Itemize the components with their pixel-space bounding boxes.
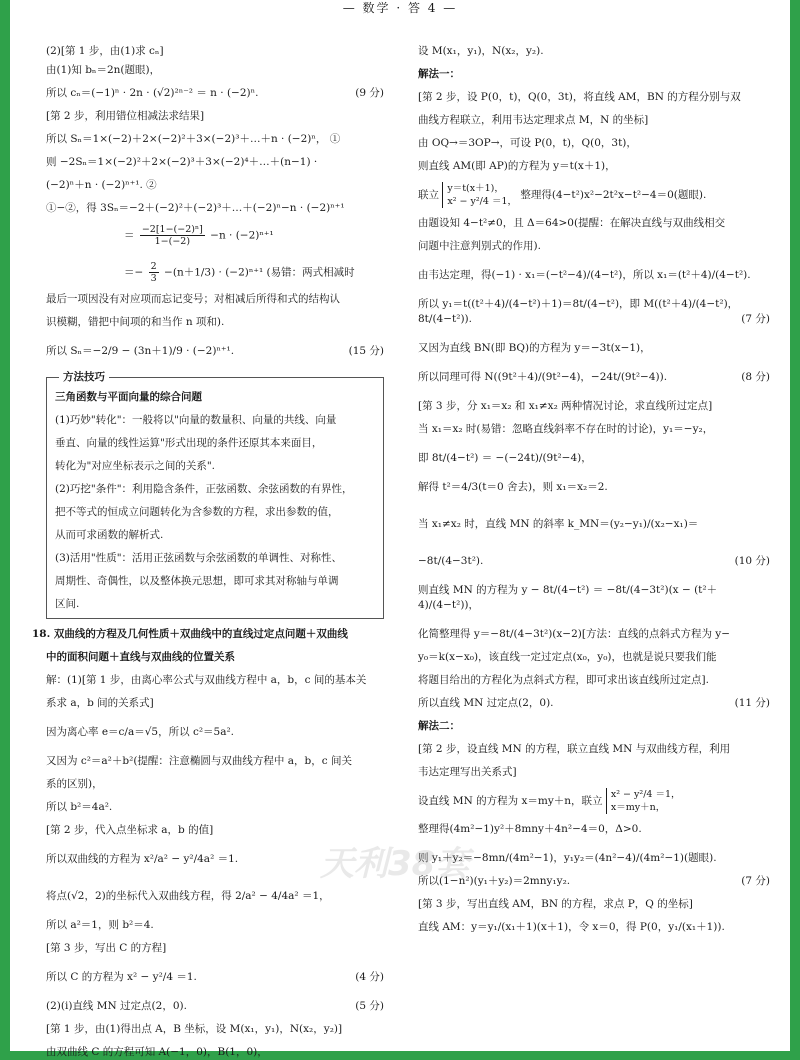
solution-line: 由 OQ→＝3OP→，可设 P(0，t)，Q(0，3t)， bbox=[418, 137, 637, 149]
solution-line: 当 x₁＝x₂ 时(易错：忽略直线斜率不存在时的讨论)，y₁＝−y₂， bbox=[418, 423, 714, 435]
step-label: [第 2 步，设 P(0，t)，Q(0，3t)，将直线 AM，BN 的方程分别与双 bbox=[418, 91, 741, 103]
method-label: 解法一： bbox=[418, 68, 460, 80]
method-tip-line: 区间. bbox=[55, 598, 80, 610]
step-label: [第 2 步，设直线 MN 的方程，联立直线 MN 与双曲线方程，利用 bbox=[418, 743, 731, 755]
step-label: [第 2 步，利用错位相减法求结果] bbox=[46, 110, 205, 122]
solution-line: 所以 cₙ＝(−1)ⁿ · 2n · (√2)²ⁿ⁻² ＝ n · (−2)ⁿ. (9 分) bbox=[46, 87, 384, 99]
solution-line: 联立 y＝t(x＋1)， x² − y²/4 ＝1， 整理得(4−t²)x²−2t²x−t²−4＝0(题眼). bbox=[418, 183, 707, 207]
solution-line: 则直线 MN 的方程为 y − 8t/(4−t²) ＝ −8t/(4−3t²)(x − (t²＋4)/(4−t²))， bbox=[418, 584, 718, 611]
score: (11 分) bbox=[734, 697, 770, 709]
solution-line: 将点(√2，2)的坐标代入双曲线方程，得 2/a² − 4/4a² ＝1， bbox=[46, 890, 330, 902]
solution-line: 则 y₁＋y₂＝−8mn/(4m²−1)，y₁y₂＝(4n²−4)/(4m²−1)(题眼). bbox=[418, 852, 717, 864]
solution-line: (−2)ⁿ＋n · (−2)ⁿ⁺¹. ② bbox=[46, 179, 157, 191]
solution-line: 当 x₁≠x₂ 时，直线 MN 的斜率 k_MN＝(y₂−y₁)/(x₂−x₁)＝ bbox=[418, 518, 699, 530]
method-tip-line: 把不等式的恒成立问题转化为含参数的方程，求出参数的值， bbox=[55, 506, 339, 518]
solution-line: 所以 Sₙ＝1×(−2)＋2×(−2)²＋3×(−2)³＋…＋n · (−2)ⁿ， ① bbox=[46, 133, 341, 145]
solution-line: 最后一项因没有对应项而忘记变号；对相减后所得和式的结构认 bbox=[46, 293, 340, 305]
solution-line: 设 M(x₁，y₁)，N(x₂，y₂). bbox=[418, 45, 544, 57]
solution-line: 所以(1−n²)(y₁＋y₂)＝2mny₁y₂. (7 分) bbox=[418, 875, 770, 887]
solution-line: (2)(ⅰ)直线 MN 过定点(2，0). (5 分) bbox=[46, 1000, 384, 1012]
solution-line: 所以 C 的方程为 x² − y²/4 ＝1. (4 分) bbox=[46, 971, 384, 983]
solution-line: 由双曲线 C 的方程可知 A(−1，0)，B(1，0)， bbox=[46, 1046, 268, 1058]
solution-line: 整理得(4m²−1)y²＋8mny＋4n²−4＝0，Δ>0. bbox=[418, 823, 642, 835]
solution-line: 设直线 MN 的方程为 x＝my＋n，联立 x² − y²/4 ＝1， x＝my＋n， bbox=[418, 789, 681, 813]
step-label: [第 2 步，代入点坐标求 a，b 的值] bbox=[46, 824, 214, 836]
solution-line: 则 −2Sₙ＝1×(−2)²＋2×(−2)³＋3×(−2)⁴＋…＋(n−1) · bbox=[46, 156, 318, 168]
solution-line: 又因为直线 BN(即 BQ)的方程为 y＝−3t(x−1)， bbox=[418, 342, 651, 354]
solution-line: 解得 t²＝4/3(t＝0 舍去)，则 x₁＝x₂＝2. bbox=[418, 481, 608, 493]
solution-line: 直线 AM：y＝y₁/(x₁＋1)(x＋1)，令 x＝0，得 P(0，y₁/(x₁＋1)). bbox=[418, 921, 725, 933]
solution-line: 则直线 AM(即 AP)的方程为 y＝t(x＋1)， bbox=[418, 160, 616, 172]
solution-line: 由韦达定理，得(−1) · x₁＝(−t²−4)/(4−t²)，所以 x₁＝(t²＋4)/(4−t²). bbox=[418, 269, 751, 281]
question-title: 中的面积问题＋直线与双曲线的位置关系 bbox=[46, 651, 235, 663]
solution-line: 又因为 c²＝a²＋b²(提醒：注意椭圆与双曲线方程中 a，b，c 间关 bbox=[46, 755, 352, 767]
solution-line: −8t/(4−3t²). (10 分) bbox=[418, 555, 770, 567]
solution-line: 系求 a，b 间的关系式] bbox=[46, 697, 154, 709]
method-label: 解法二： bbox=[418, 720, 460, 732]
question-title: 18. 双曲线的方程及几何性质＋双曲线中的直线过定点问题＋双曲线 bbox=[32, 628, 348, 640]
method-tip-line: 转化为"对应坐标表示之间的关系". bbox=[55, 460, 215, 472]
solution-line: 由题设知 4−t²≠0，且 Δ＝64>0(提醒：在解决直线与双曲线相交 bbox=[418, 217, 726, 229]
solution-line: 系的区别)， bbox=[46, 778, 103, 790]
answer-page bbox=[10, 0, 790, 1058]
score: (8 分) bbox=[741, 371, 770, 383]
method-tips-title: 方法技巧 bbox=[59, 370, 109, 384]
svg-text:天利38套: 天利38套 bbox=[320, 844, 470, 884]
solution-line: y₀＝k(x−x₀)，该直线一定过定点(x₀，y₀)，也就是说只要我们能 bbox=[418, 651, 717, 663]
solution-line: 所以双曲线的方程为 x²/a² − y²/4a² ＝1. bbox=[46, 853, 239, 865]
step-label: [第 3 步，写出直线 AM，BN 的方程，求点 P，Q 的坐标] bbox=[418, 898, 693, 910]
left-column bbox=[32, 44, 384, 1060]
solution-line: 由(1)知 bₙ＝2n(题眼)， bbox=[46, 64, 161, 76]
solution-line: ①−②，得 3Sₙ＝−2＋(−2)²＋(−2)³＋…＋(−2)ⁿ−n · (−2)ⁿ⁺¹ bbox=[46, 202, 345, 214]
solution-line: 所以同理可得 N((9t²＋4)/(9t²−4)，−24t/(9t²−4)). (8 分) bbox=[418, 371, 770, 383]
step-label: (2)[第 1 步，由(1)求 cₙ] bbox=[46, 45, 164, 57]
score: (4 分) bbox=[355, 971, 384, 983]
score: (10 分) bbox=[734, 555, 770, 567]
method-tip-line: (1)巧妙"转化"：一般将以"向量的数量积、向量的共线、向量 bbox=[55, 414, 337, 426]
step-label: 曲线方程联立，利用韦达定理求点 M，N 的坐标] bbox=[418, 114, 649, 126]
step-label: [第 3 步，写出 C 的方程] bbox=[46, 942, 167, 954]
method-tip-line: 垂直、向量的线性运算"形式出现的条件还原其本来面目， bbox=[55, 437, 323, 449]
solution-line: 解：(1)[第 1 步，由离心率公式与双曲线方程中 a，b，c 间的基本关 bbox=[46, 674, 367, 686]
solution-line: 识模糊，错把中间项的和当作 n 项和). bbox=[46, 316, 225, 328]
method-tip-line: (3)活用"性质"：活用正弦函数与余弦函数的单调性、对称性、 bbox=[55, 552, 343, 564]
solution-line: 因为离心率 e＝c/a＝√5，所以 c²＝5a². bbox=[46, 726, 235, 738]
equation-system: x² − y²/4 ＝1， x＝my＋n， bbox=[606, 788, 681, 814]
solution-line: 所以 a²＝1，则 b²＝4. bbox=[46, 919, 154, 931]
step-label: [第 3 步，分 x₁＝x₂ 和 x₁≠x₂ 两种情况讨论，求直线所过定点] bbox=[418, 400, 713, 412]
method-tip-line: 从而可求函数的解析式. bbox=[55, 529, 164, 541]
solution-line: 即 8t/(4−t²) ＝ −(−24t)/(9t²−4)， bbox=[418, 452, 592, 464]
solution-line: 所以 Sₙ＝−2/9 − (3n＋1)/9 · (−2)ⁿ⁺¹. (15 分) bbox=[46, 345, 384, 357]
score: (7 分) bbox=[741, 875, 770, 887]
solution-line: 将题目给出的方程化为点斜式方程，即可求出该直线所过定点]. bbox=[418, 674, 709, 686]
solution-line: ＝− $\frac{2}{3}$ −(n＋1/3) · (−2)ⁿ⁺¹ (易错：两式相减时 bbox=[124, 261, 355, 284]
page-header: — 数学 · 答 4 — bbox=[342, 1, 458, 15]
equation-system: y＝t(x＋1)， x² − y²/4 ＝1， bbox=[442, 182, 517, 208]
solution-line: 问题中注意判别式的作用). bbox=[418, 240, 541, 252]
method-tips-heading: 三角函数与平面向量的综合问题 bbox=[55, 391, 202, 403]
score: (7 分) bbox=[741, 313, 770, 325]
step-label: 韦达定理写出关系式] bbox=[418, 766, 517, 778]
score: (15 分) bbox=[348, 345, 384, 357]
score: (9 分) bbox=[355, 87, 384, 99]
solution-line: 所以 b²＝4a². bbox=[46, 801, 113, 813]
fraction: $\frac{2}{3}$ bbox=[150, 261, 157, 284]
method-tip-line: 周期性、奇偶性，以及整体换元思想，即可求其对称轴与单调 bbox=[55, 575, 339, 587]
solution-line: ＝ $\frac{\text{−2[1−(−2)ⁿ]}}{1-(-2)}$ −n · (−2)ⁿ⁺¹ bbox=[124, 224, 274, 247]
right-column bbox=[418, 44, 770, 935]
method-tip-line: (2)巧挖"条件"：利用隐含条件，正弦函数、余弦函数的有界性， bbox=[55, 483, 353, 495]
solution-line: 所以 y₁＝t((t²＋4)/(4−t²)＋1)＝8t/(4−t²)，即 M((t²＋4)/(4−t²)，8t/(4−t²)). (7 分) bbox=[418, 298, 770, 325]
step-label: [第 1 步，由(1)得出点 A，B 坐标，设 M(x₁，y₁)，N(x₂，y₂)] bbox=[46, 1023, 343, 1035]
score: (5 分) bbox=[355, 1000, 384, 1012]
fraction: $\frac{\text{−2[1−(−2)ⁿ]}}{1-(-2)}$ bbox=[141, 224, 203, 247]
solution-line: 化简整理得 y＝−8t/(4−3t²)(x−2)[方法：直线的点斜式方程为 y− bbox=[418, 628, 731, 640]
method-tips-box bbox=[46, 371, 384, 619]
solution-line: 所以直线 MN 过定点(2，0). (11 分) bbox=[418, 697, 770, 709]
